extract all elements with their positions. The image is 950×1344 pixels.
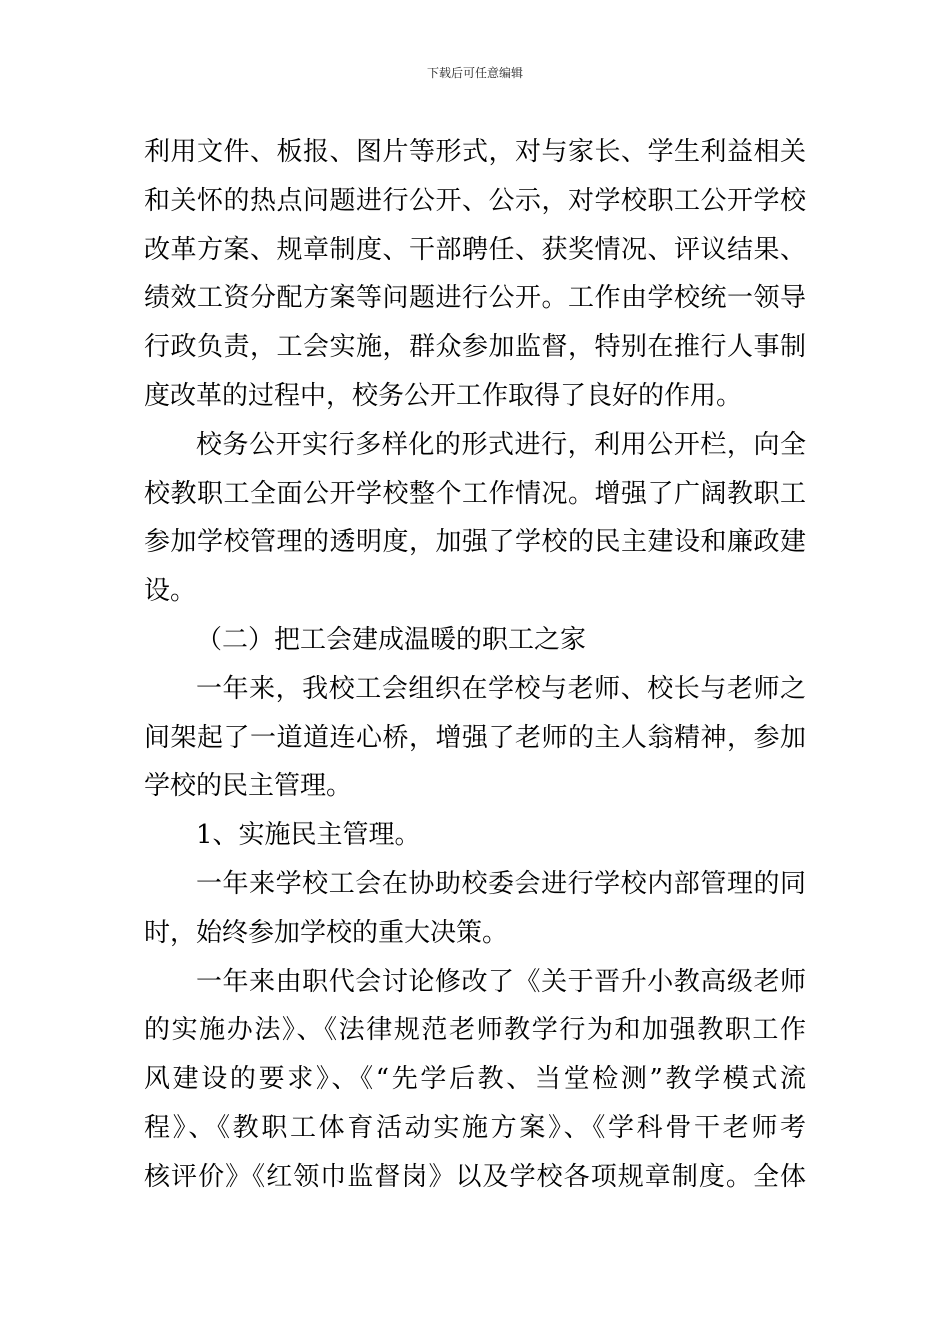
text-line: 度改革的过程中，校务公开工作取得了良好的作用。 xyxy=(144,380,743,411)
text-line: 改革方案、规章制度、干部聘任、获奖情况、评议结果、 xyxy=(144,234,806,265)
section-heading: （二）把工会建成温暖的职工之家 xyxy=(196,624,587,655)
document-body xyxy=(144,128,806,1202)
paragraph-first-line: 一年来，我校工会组织在学校与老师、校长与老师之 xyxy=(196,673,806,704)
text-line: 行政负责，工会实施，群众参加监督，特别在推行人事制 xyxy=(144,332,806,363)
text-line: 程》、《教职工体育活动实施方案》、《学科骨干老师考 xyxy=(144,1112,806,1143)
paragraph-first-line: 一年来学校工会在协助校委会进行学校内部管理的同 xyxy=(196,868,806,899)
text-line: 和关怀的热点问题进行公开、公示，对学校职工公开学校 xyxy=(144,185,806,216)
text-line: 风建设的要求》、《“先学后教、当堂检测”教学模式流 xyxy=(144,1064,806,1095)
subsection-heading: 1、实施民主管理。 xyxy=(196,820,421,851)
text-line: 核评价》《红领巾监督岗》以及学校各项规章制度。全体 xyxy=(144,1161,806,1192)
paragraph-first-line: 校务公开实行多样化的形式进行，利用公开栏，向全 xyxy=(196,429,806,460)
text-line: 校教职工全面公开学校整个工作情况。增强了广阔教职工 xyxy=(144,478,806,509)
text-line: 设。 xyxy=(144,576,197,607)
page-header: 下载后可任意编辑 xyxy=(426,66,523,80)
text-line: 绩效工资分配方案等问题进行公开。工作由学校统一领导 xyxy=(144,283,806,314)
paragraph-first-line: 一年来由职代会讨论修改了《关于晋升小教高级老师 xyxy=(196,966,806,997)
text-line: 学校的民主管理。 xyxy=(144,771,353,802)
text-line: 参加学校管理的透明度，加强了学校的民主建设和廉政建 xyxy=(144,527,806,558)
text-line: 时，始终参加学校的重大决策。 xyxy=(144,917,509,948)
text-line: 的实施办法》、《法律规范老师教学行为和加强教职工作 xyxy=(144,1015,806,1046)
text-line: 利用文件、板报、图片等形式，对与家长、学生利益相关 xyxy=(144,137,806,167)
text-line: 间架起了一道道连心桥，增强了老师的主人翁精神，参加 xyxy=(144,722,806,753)
